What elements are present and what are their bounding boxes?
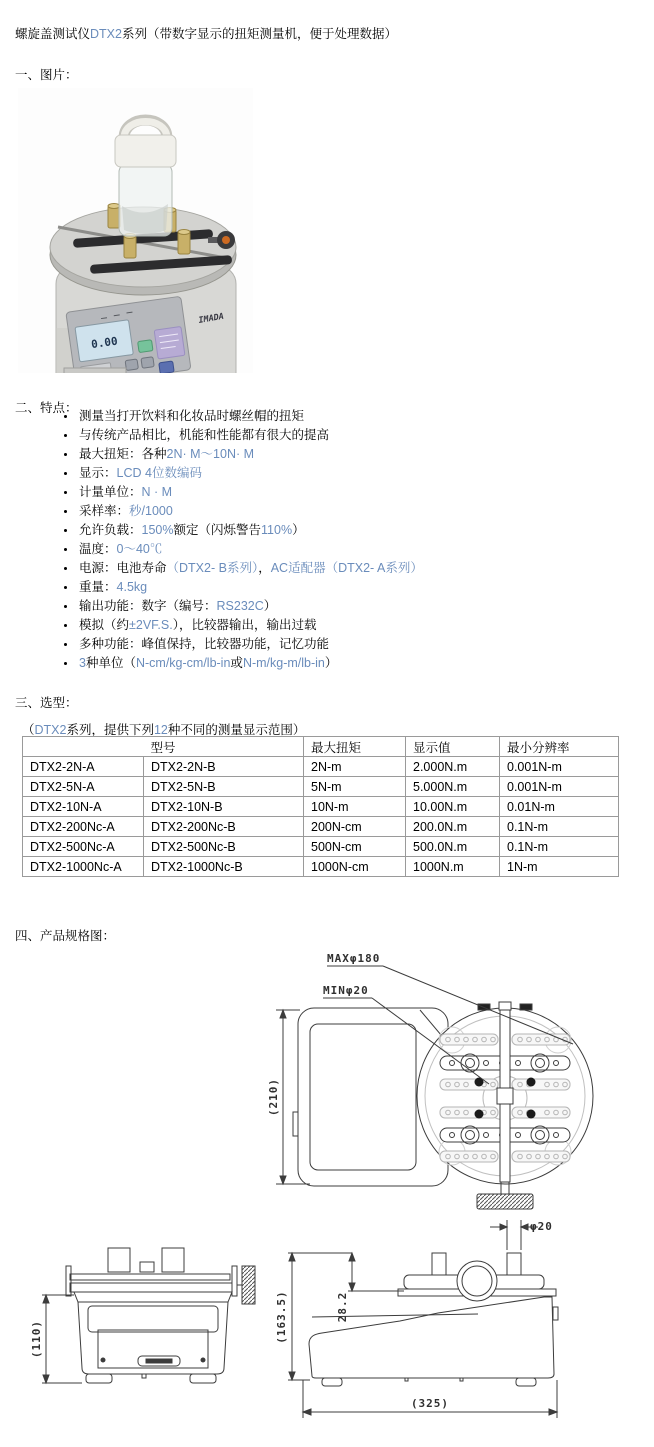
table-cell: 500N-cm — [304, 837, 406, 857]
table-cell: 0.001N-m — [500, 777, 619, 797]
label-post-diameter: φ20 — [530, 1220, 553, 1233]
feature-item — [60, 426, 620, 445]
text-run-blue: ±2VF.S. — [129, 618, 173, 632]
feature-text — [79, 523, 305, 537]
text-run: 与传统产品相比，机能和性能都有很大的提高 — [79, 428, 330, 442]
bullet-dot — [64, 567, 67, 570]
table-cell: DTX2-500Nc-B — [144, 837, 304, 857]
table-row — [23, 837, 619, 857]
label-min-diameter: MINφ20 — [323, 984, 369, 997]
bullet-dot — [64, 510, 67, 513]
text-run-blue: DTX2 — [90, 26, 122, 41]
blue-button — [159, 361, 174, 373]
label-front-height: (110) — [30, 1319, 43, 1359]
label-side-width: (325) — [410, 1397, 450, 1410]
spec-drawings — [0, 940, 654, 1447]
bullet-dot — [64, 453, 67, 456]
label-post-height: 28.2 — [336, 1291, 349, 1323]
bullet-dot — [64, 434, 67, 437]
label-top-height: (210) — [267, 1077, 280, 1117]
page-title — [15, 24, 397, 42]
feature-item — [60, 540, 620, 559]
text-run-blue: 0〜40℃ — [116, 542, 163, 556]
table-cell: 2N-m — [304, 757, 406, 777]
text-run-blue: 3 — [79, 656, 86, 670]
feature-text — [79, 504, 173, 518]
text-run-blue: AC适配器（DTX2- A系列） — [270, 561, 423, 575]
text-run: 种不同的测量显示范围） — [167, 722, 306, 737]
product-photo — [18, 88, 253, 373]
feature-item — [60, 521, 620, 540]
feature-text — [79, 637, 329, 651]
feature-item — [60, 635, 620, 654]
bullet-dot — [64, 491, 67, 494]
front-view-drawing — [42, 1248, 255, 1383]
text-run: 电源：电池寿命 — [79, 561, 167, 575]
text-run-blue: 12 — [153, 722, 168, 737]
text-run: 系列（带数字显示的扭矩测量机，便于处理数据） — [121, 26, 397, 41]
table-cell: 1000N-cm — [304, 857, 406, 877]
text-run: 允许负载： — [79, 523, 142, 537]
bullet-dot — [64, 605, 67, 608]
text-run-blue: 2N· M〜10N· M — [166, 447, 255, 461]
feature-item — [60, 483, 620, 502]
table-cell: 0.1N-m — [500, 837, 619, 857]
table-cell: 500.0N.m — [406, 837, 500, 857]
feature-text — [79, 466, 202, 480]
table-cell: 0.01N-m — [500, 797, 619, 817]
bullet-dot — [64, 415, 67, 418]
text-run: ） — [263, 599, 277, 613]
table-cell: 5N-m — [304, 777, 406, 797]
section-heading-image: 一、图片： — [15, 67, 78, 82]
table-cell: 0.001N-m — [500, 757, 619, 777]
lcd-value: 0.00 — [90, 334, 119, 352]
text-run-blue: 秒/1000 — [129, 504, 173, 518]
bottom-slot — [64, 368, 126, 373]
feature-item — [60, 502, 620, 521]
table-row — [23, 857, 619, 877]
model-table-body — [23, 757, 619, 877]
text-run: ， — [258, 561, 271, 575]
label-max-diameter: MAXφ180 — [327, 952, 381, 965]
text-run: 种单位（ — [85, 656, 136, 670]
table-cell: DTX2-5N-B — [144, 777, 304, 797]
text-run: 模拟（约 — [79, 618, 130, 632]
dim-110 — [42, 1295, 82, 1383]
gray-button-2 — [141, 357, 154, 369]
bullet-dot — [64, 472, 67, 475]
text-run-blue: N · M — [141, 485, 173, 499]
text-run: 温度： — [79, 542, 117, 556]
table-row — [23, 757, 619, 777]
text-run: 重量： — [79, 580, 117, 594]
feature-text — [79, 428, 329, 442]
section-heading-drawings: 四、产品规格图： — [15, 928, 116, 943]
feature-text — [79, 580, 147, 594]
feature-item — [60, 597, 620, 616]
text-run: 螺旋盖测试仪 — [15, 26, 91, 41]
bullet-dot — [64, 586, 67, 589]
text-run: 多种功能：峰值保持，比较器功能，记忆功能 — [79, 637, 330, 651]
feature-item — [60, 407, 620, 426]
text-run-blue: 4.5kg — [116, 580, 148, 594]
text-run: 系列，提供下列 — [66, 722, 154, 737]
table-header-cell: 最小分辨率 — [500, 737, 619, 757]
selection-note — [22, 720, 305, 738]
table-header-cell: 显示值 — [406, 737, 500, 757]
text-run: 额定（闪烁警告 — [173, 523, 262, 537]
text-run-blue: 110% — [261, 523, 293, 537]
table-cell: 1000N.m — [406, 857, 500, 877]
feature-text — [79, 656, 337, 670]
front-view-knob — [242, 1266, 255, 1304]
table-cell: DTX2-5N-A — [23, 777, 144, 797]
label-side-height: (163.5) — [275, 1290, 288, 1344]
table-cell: DTX2-200Nc-B — [144, 817, 304, 837]
text-run-blue: （DTX2- B系列） — [166, 561, 259, 575]
gray-button-1 — [125, 359, 138, 371]
table-cell: 10.00N.m — [406, 797, 500, 817]
feature-item — [60, 616, 620, 635]
feature-list — [60, 407, 620, 673]
top-view-drawing — [276, 966, 593, 1209]
table-header-cell: 最大扭矩 — [304, 737, 406, 757]
model-table — [22, 736, 619, 877]
bullet-dot — [64, 624, 67, 627]
table-row — [23, 777, 619, 797]
text-run: 测量当打开饮料和化妆品时螺丝帽的扭矩 — [79, 409, 305, 423]
text-run: （ — [22, 722, 35, 737]
text-run: 或 — [230, 656, 243, 670]
bullet-dot — [64, 529, 67, 532]
section-heading-features: 二、特点： — [15, 400, 78, 415]
knob-orange-cap — [222, 236, 230, 244]
text-run: ） — [292, 523, 305, 537]
side-view-drawing — [288, 1220, 558, 1418]
text-run: 显示： — [79, 466, 117, 480]
brand-text: IMADA — [197, 311, 225, 326]
feature-text — [79, 599, 276, 613]
table-cell: DTX2-500Nc-A — [23, 837, 144, 857]
table-cell: DTX2-200Nc-A — [23, 817, 144, 837]
feature-text — [79, 485, 172, 499]
table-cell: DTX2-1000Nc-A — [23, 857, 144, 877]
table-row — [23, 817, 619, 837]
text-run: ） — [324, 656, 338, 670]
text-run-blue: LCD 4位数编码 — [116, 466, 202, 480]
table-cell: DTX2-2N-A — [23, 757, 144, 777]
start-button — [138, 340, 153, 353]
table-cell: 10N-m — [304, 797, 406, 817]
text-run: ），比较器输出，输出过载 — [172, 618, 317, 632]
text-run: 最大扭矩：各种 — [79, 447, 167, 461]
text-run-blue: RS232C — [216, 599, 264, 613]
top-view-knob — [477, 1194, 533, 1209]
section-heading-selection: 三、选型： — [15, 695, 78, 710]
table-cell: 5.000N.m — [406, 777, 500, 797]
table-cell: 2.000N.m — [406, 757, 500, 777]
feature-item — [60, 464, 620, 483]
feature-text — [79, 618, 316, 632]
text-run-blue: 150% — [141, 523, 174, 537]
table-cell: 0.1N-m — [500, 817, 619, 837]
bullet-dot — [64, 548, 67, 551]
text-run: 计量单位： — [79, 485, 142, 499]
table-cell: DTX2-1000Nc-B — [144, 857, 304, 877]
feature-text — [79, 409, 304, 423]
table-header-row — [23, 737, 619, 757]
text-run-blue: N-m/kg-m/lb-in — [242, 656, 325, 670]
table-cell: 200N-cm — [304, 817, 406, 837]
feature-text — [79, 561, 423, 575]
dim-28-2 — [348, 1253, 404, 1291]
feature-item — [60, 445, 620, 464]
table-cell: DTX2-10N-B — [144, 797, 304, 817]
feature-text — [79, 542, 162, 556]
jar-cap — [115, 135, 176, 167]
text-run-blue: N-cm/kg-cm/lb-in — [135, 656, 231, 670]
table-cell: 200.0N.m — [406, 817, 500, 837]
table-cell: DTX2-2N-B — [144, 757, 304, 777]
text-run: 采样率： — [79, 504, 130, 518]
table-cell: DTX2-10N-A — [23, 797, 144, 817]
feature-item — [60, 578, 620, 597]
table-cell: 1N-m — [500, 857, 619, 877]
dim-210 — [276, 1010, 310, 1184]
feature-item — [60, 654, 620, 673]
table-header-cell: 型号 — [23, 737, 304, 757]
table-row — [23, 797, 619, 817]
spec-label — [154, 327, 185, 359]
feature-text — [79, 447, 254, 461]
model-table-head — [23, 737, 619, 757]
text-run-blue: DTX2 — [34, 722, 67, 737]
bullet-dot — [64, 662, 67, 665]
text-run: 输出功能：数字（编号： — [79, 599, 217, 613]
bullet-dot — [64, 643, 67, 646]
feature-item — [60, 559, 620, 578]
